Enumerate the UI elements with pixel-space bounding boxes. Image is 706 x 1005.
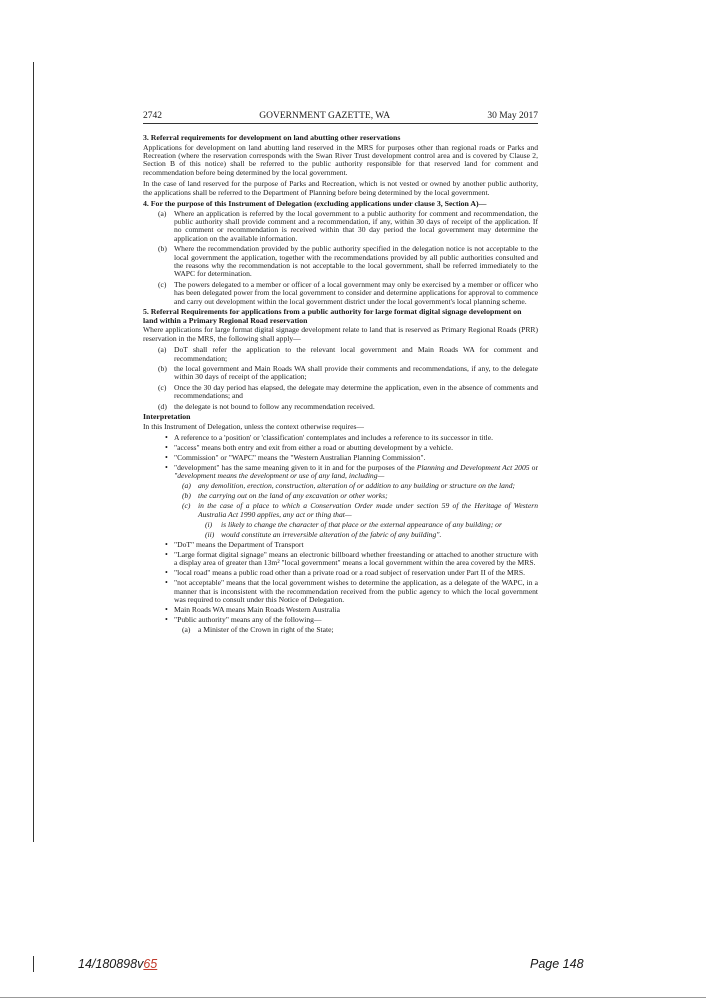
- definition-item: [165, 616, 538, 624]
- margin-change-bar: [33, 62, 34, 842]
- item-label: (a): [182, 624, 191, 634]
- definition-subitem: [182, 626, 538, 634]
- document-reference: [78, 957, 157, 971]
- definition-text: A reference to a 'position' or 'classification' contemplates and includes a reference to its successor in title.: [174, 432, 494, 442]
- gazette-title: GOVERNMENT GAZETTE, WA: [259, 111, 391, 121]
- definition-subitem: [182, 492, 538, 500]
- definition-text-end: "development means the development or use of any land, including—: [174, 471, 385, 481]
- definition-text: "Large format digital signage" means an electronic billboard whether freestanding or attached to another structure with a display area of greater than 13m² "local government" means a local government within the area covered by the MRS.: [174, 549, 538, 568]
- item-text: in the case of a place to which a Conservation Order made under section 59 of the Heritage of Western Australia Act 1990 applies, any act or thing that—: [198, 501, 538, 519]
- item-text: is likely to change the character of that place or the external appearance of any building; or: [221, 519, 502, 529]
- definition-text: "Commission" or "WAPC" means the "Western Australian Planning Commission".: [174, 452, 426, 462]
- bullet-icon: •: [165, 568, 168, 578]
- interpretation-heading: Interpretation: [143, 411, 191, 421]
- definition-item: [165, 454, 538, 462]
- definition-item: [165, 464, 538, 481]
- section-5-intro: Where applications for large format digital signage development relate to land that is reserved as Primary Regional Roads (PRR) reservation in the MRS, the following shall apply—: [143, 325, 538, 343]
- item-text: the carrying out on the land of any excavation or other works;: [198, 491, 388, 501]
- margin-change-bar-footer: [33, 956, 34, 972]
- section-5-item: [158, 365, 538, 382]
- item-label: (c): [158, 382, 167, 392]
- bullet-icon: •: [165, 452, 168, 462]
- definition-item: [165, 606, 538, 614]
- definition-item: [165, 569, 538, 577]
- definition-text: [174, 464, 538, 481]
- item-text: The powers delegated to a member or officer of a local government may only be exercised by a member or officer who has been delegated power from the local government to consider and determine applications for approval to commence and carry out development within the local government district under the local government's local planning scheme.: [174, 279, 538, 306]
- footer-page-number: Page 148: [530, 957, 584, 971]
- definition-item: [165, 541, 538, 549]
- act-title: Planning and Development Act 2005: [416, 462, 530, 472]
- document-version: 65: [143, 957, 158, 971]
- bullet-icon: •: [165, 539, 168, 549]
- item-label: (d): [158, 401, 167, 411]
- definition-item: [165, 444, 538, 452]
- definition-text: "not acceptable" means that the local government wishes to determine the application, as a delegate of the WAPC, in a manner that is inconsistent with the recommendation received from the public agency to which the local government was required to consult under this Notice of Delegation.: [174, 578, 538, 604]
- interpretation-intro: In this Instrument of Delegation, unless the context otherwise requires—: [143, 421, 365, 431]
- section-4-item: [158, 210, 538, 244]
- item-text: Once the 30 day period has elapsed, the delegate may determine the application, even in the absence of comments and recommendations; and: [174, 382, 538, 401]
- bullet-icon: •: [165, 432, 168, 442]
- section-3-heading: 3. Referral requirements for development on land abutting other reservations: [143, 133, 401, 142]
- section-3-paragraph-2: In the case of land reserved for the purpose of Parks and Recreation, which is not vested or owned by another public authority, the applications shall be referred to the Department of Planning before being determined by the local government.: [143, 179, 538, 197]
- bullet-icon: •: [165, 462, 168, 472]
- item-label: (c): [158, 279, 167, 289]
- item-text: the local government and Main Roads WA shall provide their comments and recommendations, if any, to the delegate within 30 days of receipt of the application;: [174, 363, 538, 382]
- definition-or: or: [529, 462, 538, 472]
- section-5-item: [158, 346, 538, 363]
- definition-subitem: [182, 482, 538, 490]
- bullet-icon: •: [165, 549, 168, 559]
- page-bottom-edge: [0, 997, 706, 998]
- definition-item: [165, 579, 538, 604]
- section-3-paragraph-1: Applications for development on land abutting land reserved in the MRS for purposes other than regional roads or Parks and Recreation (where the reservation corresponds with the Swan River Trust development control area and is covered by Clause 2, Section B of this notice) shall be referred to the public authority responsible for that reserved land for comment and recommendation before being determined by the local government.: [143, 142, 538, 177]
- section-4-item: [158, 281, 538, 306]
- bullet-icon: •: [165, 614, 168, 624]
- item-label: (a): [158, 208, 167, 218]
- definition-text: "Public authority" means any of the following—: [174, 614, 322, 624]
- item-text: DoT shall refer the application to the relevant local government and Main Roads WA for comment and recommendation;: [174, 345, 538, 363]
- section-5-item: [158, 384, 538, 401]
- gazette-date: 30 May 2017: [487, 111, 538, 121]
- definition-text-start: "development" has the same meaning given to it in and for the purposes of the: [174, 462, 417, 472]
- item-text: Where an application is referred by the local government to a public authority for comment and recommendation, the public authority shall provide comment and a recommendation, if any, within 30 days of receipt of the application. If no comment or recommendation is received within that 30 day period the local government may determine the application on the available information.: [174, 208, 538, 243]
- item-text: a Minister of the Crown in right of the State;: [198, 624, 334, 634]
- item-label: (i): [205, 519, 213, 529]
- bullet-icon: •: [165, 578, 168, 588]
- item-text: Where the recommendation provided by the public authority specified in the delegation notice is not acceptable to the local government the application, together with the recommendations provided by all public authorities consulted and the reasons why the recommendation is not acceptable to the local government, shall be referred immediately to the WAPC for determination.: [174, 244, 538, 279]
- item-label: (a): [182, 481, 191, 491]
- section-5-heading: 5. Referral Requirements for applications from a public authority for large format digital signage development on land within a Primary Regional Road reservation: [143, 307, 522, 325]
- definition-text: "local road" means a public road other than a private road or a road subject of reservation under Part II of the MRS.: [174, 568, 525, 578]
- definition-item: [165, 551, 538, 568]
- definition-text: Main Roads WA means Main Roads Western Australia: [174, 604, 340, 614]
- definition-subsubitem: [205, 521, 538, 529]
- item-label: (b): [158, 244, 167, 254]
- item-text: the delegate is not bound to follow any recommendation received.: [174, 401, 375, 411]
- definition-item: [165, 434, 538, 442]
- definition-subitem: [182, 502, 538, 519]
- bullet-icon: •: [165, 604, 168, 614]
- definition-subsubitem: [205, 531, 538, 539]
- item-label: (a): [158, 345, 167, 355]
- definition-text: "DoT" means the Department of Transport: [174, 539, 304, 549]
- section-5-item: [158, 403, 538, 411]
- section-4-heading: 4. For the purpose of this Instrument of Delegation (excluding applications under clause 3, Section A)—: [143, 199, 487, 209]
- gazette-page-number: 2742: [143, 111, 162, 121]
- item-label: (b): [182, 491, 191, 501]
- item-label: (b): [158, 363, 167, 373]
- item-text: any demolition, erection, construction, alteration of or addition to any building or structure on the land;: [198, 481, 516, 491]
- item-text: would constitute an irreversible alteration of the fabric of any building".: [221, 529, 442, 539]
- bullet-icon: •: [165, 442, 168, 452]
- item-label: (ii): [205, 529, 215, 539]
- definition-text: "access" means both entry and exit from either a road or abutting development by a vehicle.: [174, 442, 454, 452]
- gazette-header: [143, 111, 538, 124]
- gazette-page: [143, 111, 538, 636]
- item-label: (c): [182, 501, 191, 511]
- document-number: 14/180898v: [78, 957, 144, 971]
- section-4-item: [158, 245, 538, 279]
